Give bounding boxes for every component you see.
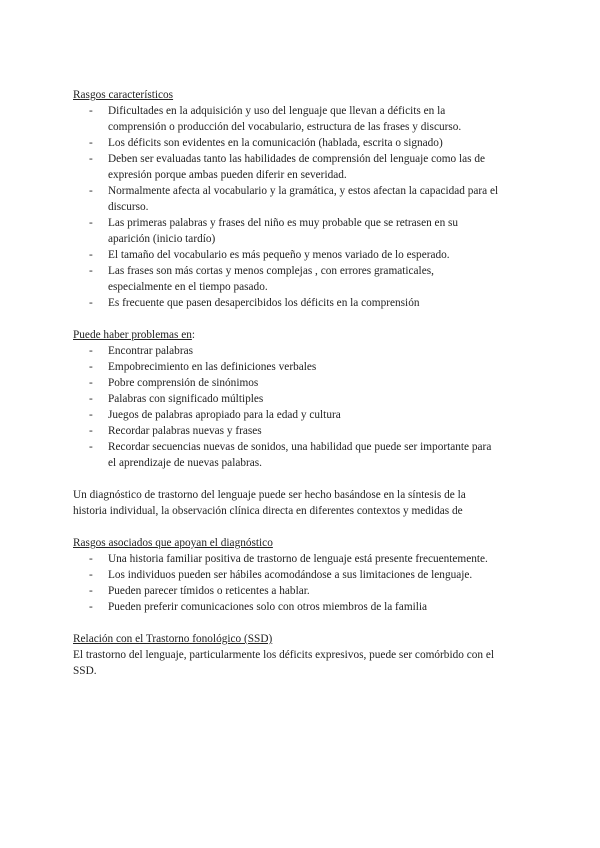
- bullet-dash: -: [89, 393, 93, 405]
- paragraph-line: Un diagnóstico de trastorno del lenguaje puede ser hecho basándose en la síntesis de la: [73, 489, 466, 501]
- bullet-dash: -: [89, 553, 93, 565]
- section-heading-rasgos: Rasgos característicos: [73, 89, 174, 101]
- bullet-dash: -: [89, 361, 93, 373]
- list-item: Recordar secuencias nuevas de sonidos, una habilidad que puede ser importante para: [108, 441, 492, 453]
- bullet-dash: -: [89, 585, 93, 597]
- section-heading-asociados: Rasgos asociados que apoyan el diagnóstico: [73, 537, 273, 549]
- list-item: Palabras con significado múltiples: [108, 393, 264, 405]
- section-heading-relacion: Relación con el Trastorno fonológico (SSD): [73, 633, 273, 645]
- bullet-dash: -: [89, 137, 93, 149]
- list-item-continuation: el aprendizaje de nuevas palabras.: [108, 457, 262, 469]
- bullet-dash: -: [89, 185, 93, 197]
- list-item: Pueden preferir comunicaciones solo con otros miembros de la familia: [108, 601, 428, 613]
- list-item: Deben ser evaluadas tanto las habilidades de comprensión del lenguaje como las de: [108, 153, 486, 165]
- list-item: Recordar palabras nuevas y frases: [108, 425, 262, 437]
- list-item-continuation: especialmente en el tiempo pasado.: [108, 281, 268, 293]
- list-item-continuation: discurso.: [108, 201, 149, 213]
- list-item: Pobre comprensión de sinónimos: [108, 377, 259, 389]
- list-item: Empobrecimiento en las definiciones verbales: [108, 361, 317, 373]
- bullet-dash: -: [89, 105, 93, 117]
- list-item: Pueden parecer tímidos o reticentes a hablar.: [108, 585, 310, 597]
- bullet-dash: -: [89, 297, 93, 309]
- list-item: Una historia familiar positiva de trastorno de lenguaje está presente frecuentemente.: [108, 553, 488, 565]
- list-item-continuation: expresión porque ambas pueden diferir en severidad.: [108, 169, 347, 181]
- list-item: Encontrar palabras: [108, 345, 193, 357]
- list-item-continuation: aparición (inicio tardío): [108, 233, 216, 245]
- bullet-dash: -: [89, 441, 93, 453]
- list-item: Los déficits son evidentes en la comunicación (hablada, escrita o signado): [108, 137, 443, 149]
- bullet-dash: -: [89, 409, 93, 421]
- list-item: Los individuos pueden ser hábiles acomodándose a sus limitaciones de lenguaje.: [108, 569, 473, 581]
- bullet-dash: -: [89, 153, 93, 165]
- list-item: Las frases son más cortas y menos complejas , con errores gramaticales,: [108, 265, 434, 277]
- list-item: Normalmente afecta al vocabulario y la gramática, y estos afectan la capacidad para el: [108, 185, 499, 197]
- paragraph-line: El trastorno del lenguaje, particularmente los déficits expresivos, puede ser comórbido con el: [73, 649, 494, 661]
- list-item: Dificultades en la adquisición y uso del lenguaje que llevan a déficits en la: [108, 105, 446, 117]
- bullet-dash: -: [89, 265, 93, 277]
- heading-text: Puede haber problemas en: [73, 329, 192, 341]
- list-item: Es frecuente que pasen desapercibidos los déficits en la comprensión: [108, 297, 420, 309]
- list-item: Las primeras palabras y frases del niño es muy probable que se retrasen en su: [108, 217, 459, 229]
- bullet-dash: -: [89, 345, 93, 357]
- bullet-dash: -: [89, 217, 93, 229]
- bullet-dash: -: [89, 601, 93, 613]
- section-heading-problemas: [73, 327, 195, 343]
- bullet-dash: -: [89, 249, 93, 261]
- bullet-dash: -: [89, 377, 93, 389]
- paragraph-line: SSD.: [73, 665, 97, 677]
- list-item-continuation: comprensión o producción del vocabulario, estructura de las frases y discurso.: [108, 121, 462, 133]
- heading-colon: :: [191, 329, 196, 341]
- list-item: El tamaño del vocabulario es más pequeño y menos variado de lo esperado.: [108, 249, 450, 261]
- list-item: Juegos de palabras apropiado para la edad y cultura: [108, 409, 341, 421]
- bullet-dash: -: [89, 569, 93, 581]
- bullet-dash: -: [89, 425, 93, 437]
- paragraph-line: historia individual, la observación clínica directa en diferentes contextos y medidas de: [73, 505, 463, 517]
